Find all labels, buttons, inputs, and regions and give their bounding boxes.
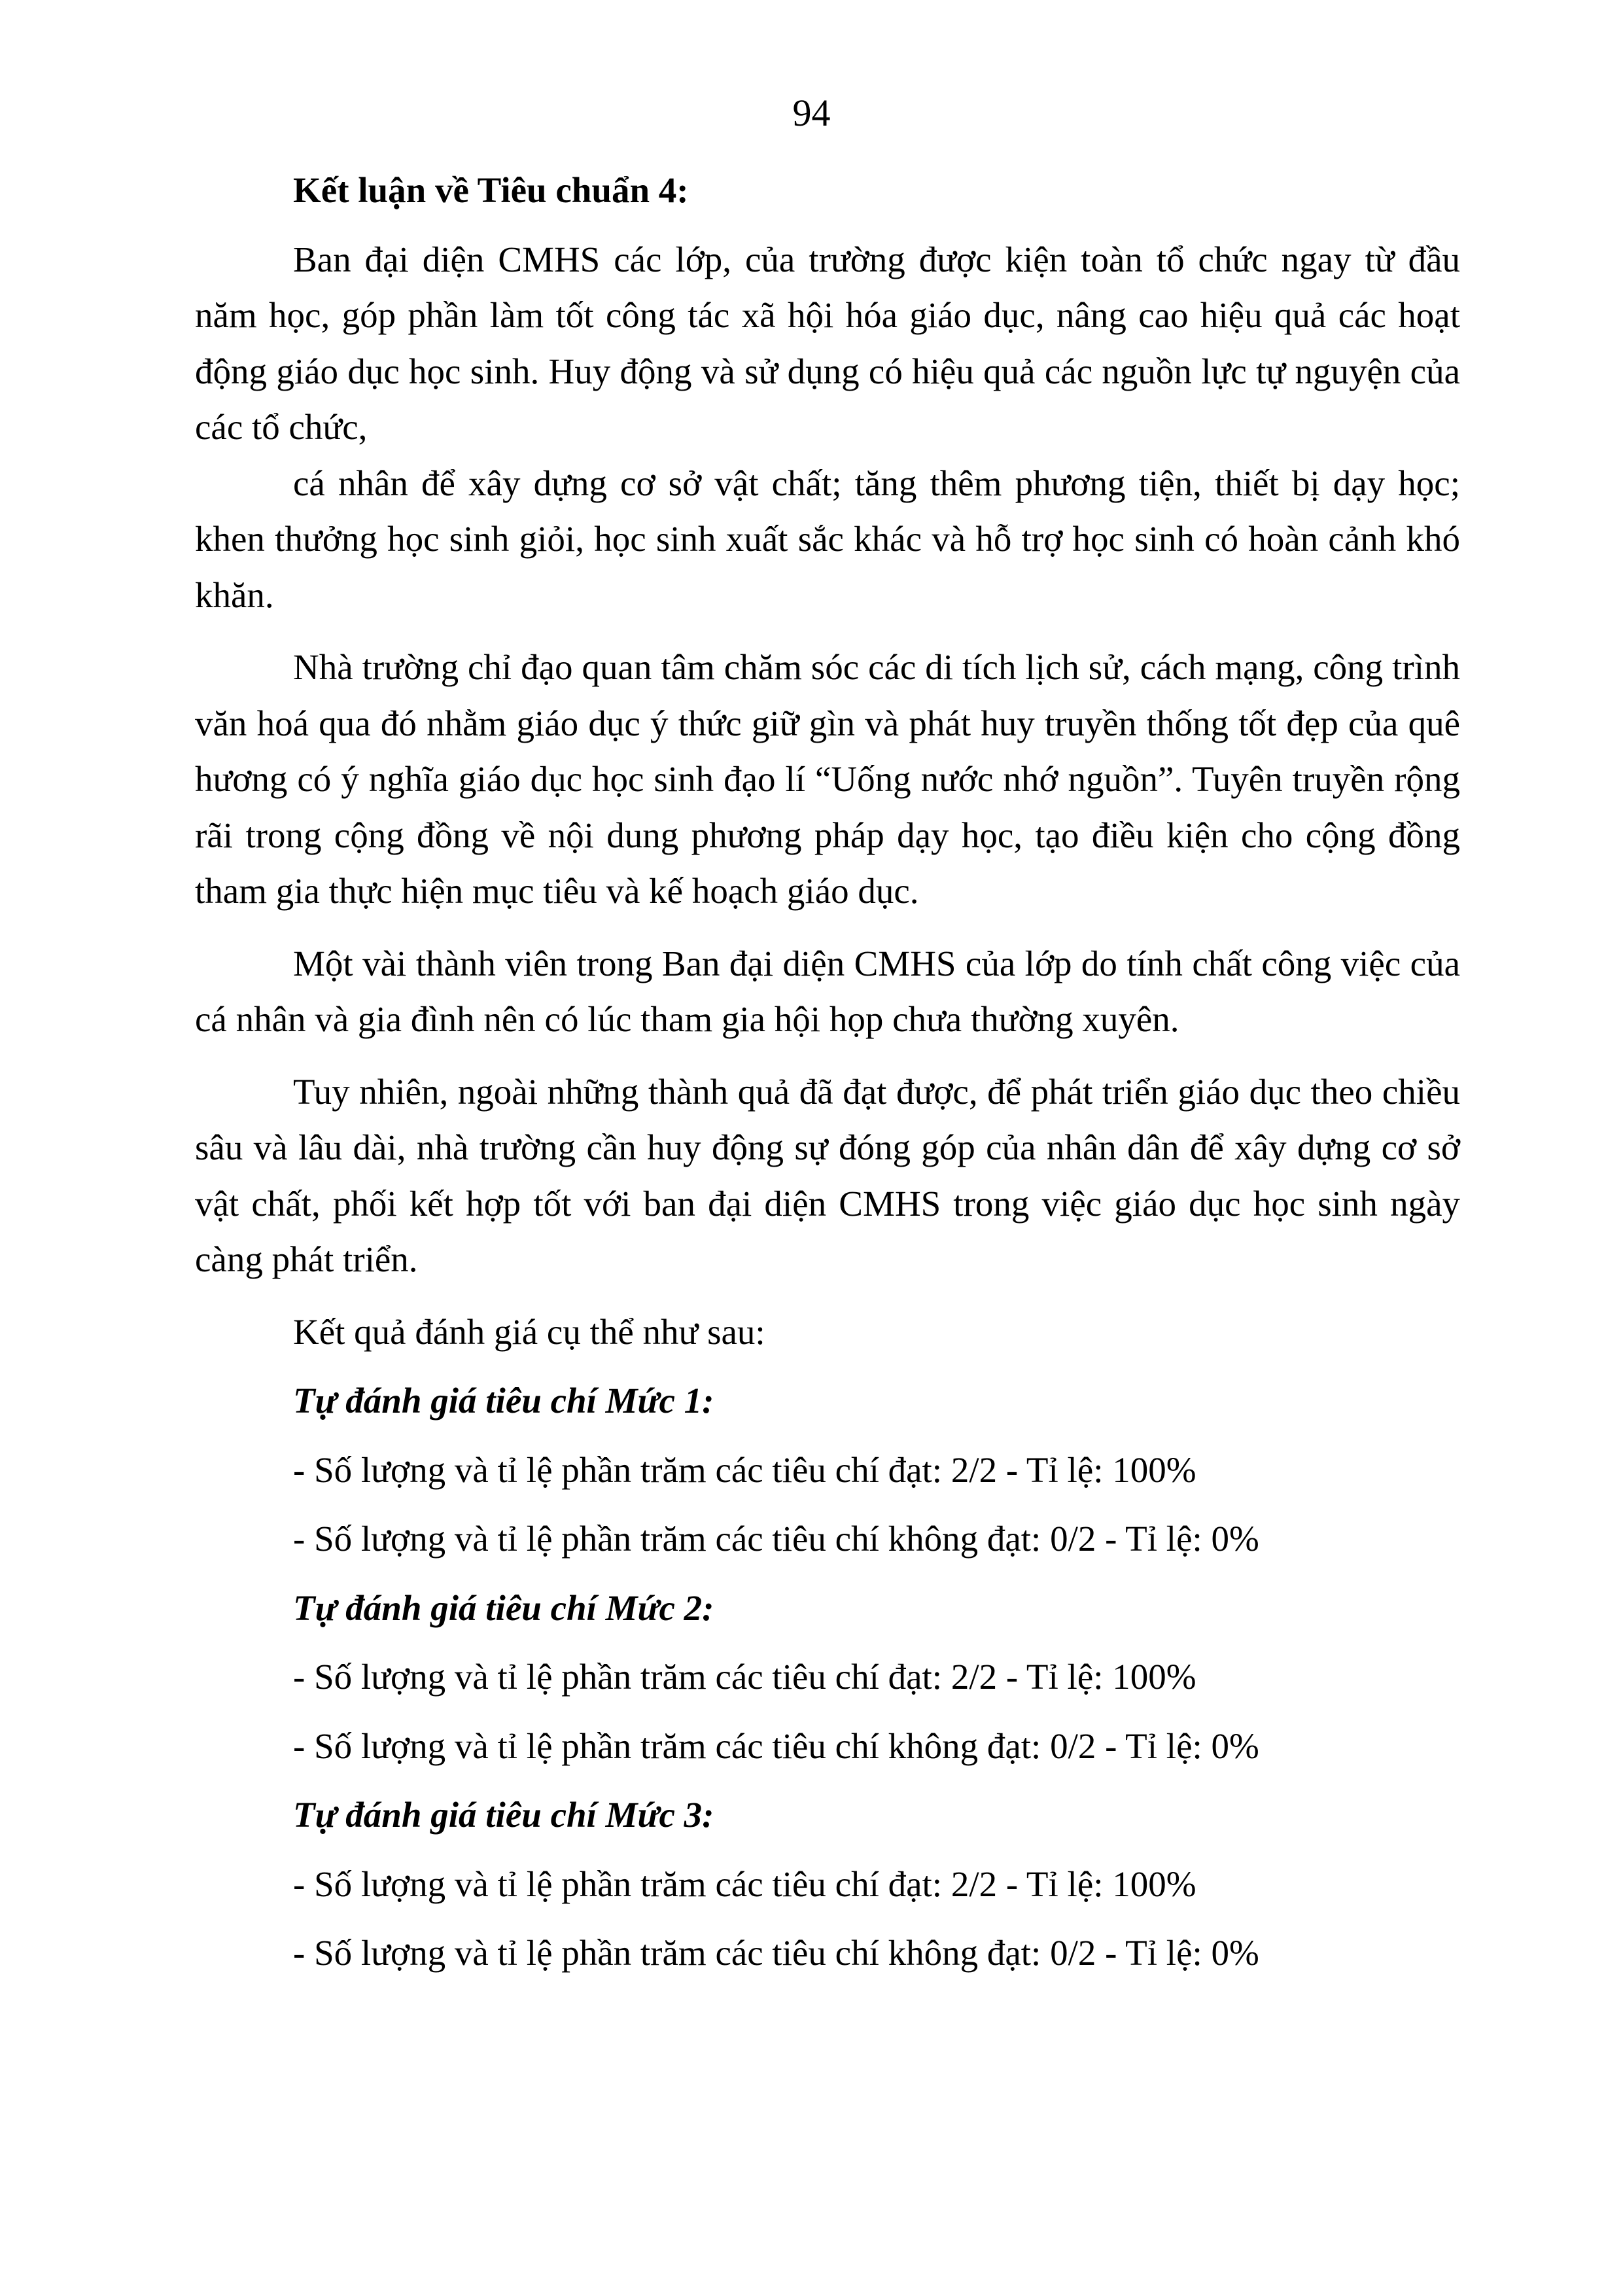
level-fail-line: - Số lượng và tỉ lệ phần trăm các tiêu chí không đạt: 0/2 - Tỉ lệ: 0% (293, 1933, 1259, 1973)
level-block-1 (195, 1373, 1460, 1567)
level-title: Tự đánh giá tiêu chí Mức 3: (293, 1795, 714, 1835)
paragraph-cmhs-organization: Ban đại diện CMHS các lớp, của trường được kiện toàn tổ chức ngay từ đầu năm học, góp phần làm tốt công tác xã hội hóa giáo dục, nâng cao hiệu quả các hoạt động giáo dục học sinh. Huy động và sử dụng có hiệu quả các nguồn lực tự nguyện của các tổ chức, (195, 239, 1460, 447)
page-number: 94 (792, 92, 831, 134)
level-pass-line: - Số lượng và tỉ lệ phần trăm các tiêu chí đạt: 2/2 - Tỉ lệ: 100% (293, 1863, 1196, 1904)
paragraph-heritage: Nhà trường chỉ đạo quan tâm chăm sóc các di tích lịch sử, cách mạng, công trình văn hoá qua đó nhằm giáo dục ý thức giữ gìn và phát huy truyền thống tốt đẹp của quê hương có ý nghĩa giáo dục học sinh đạo lí “Uống nước nhớ nguồn”. Tuyên truyền rộng rãi trong cộng đồng về nội dung phương pháp dạy học, tạo điều kiện cho cộng đồng tham gia thực hiện mục tiêu và kế hoạch giáo dục. (195, 647, 1460, 911)
level-fail-line: - Số lượng và tỉ lệ phần trăm các tiêu chí không đạt: 0/2 - Tỉ lệ: 0% (293, 1725, 1259, 1766)
paragraph-limitations: Một vài thành viên trong Ban đại diện CMHS của lớp do tính chất công việc của cá nhân và gia đình nên có lúc tham gia hội họp chưa thường xuyên. (195, 943, 1460, 1039)
document-body (195, 162, 1460, 1994)
level-title: Tự đánh giá tiêu chí Mức 1: (293, 1381, 714, 1421)
level-block-3 (195, 1787, 1460, 1981)
level-pass-line: - Số lượng và tỉ lệ phần trăm các tiêu chí đạt: 2/2 - Tỉ lệ: 100% (293, 1657, 1196, 1697)
level-fail-line: - Số lượng và tỉ lệ phần trăm các tiêu chí không đạt: 0/2 - Tỉ lệ: 0% (293, 1519, 1259, 1559)
level-title: Tự đánh giá tiêu chí Mức 2: (293, 1587, 714, 1628)
paragraph-resources: cá nhân để xây dựng cơ sở vật chất; tăng thêm phương tiện, thiết bị dạy học; khen thưởng học sinh giỏi, học sinh xuất sắc khác và hỗ trợ học sinh có hoàn cảnh khó khăn. (195, 463, 1460, 615)
paragraph-improvements: Tuy nhiên, ngoài những thành quả đã đạt được, để phát triển giáo dục theo chiều sâu và lâu dài, nhà trường cần huy động sự đóng góp của nhân dân để xây dựng cơ sở vật chất, phối kết hợp tốt với ban đại diện CMHS trong việc giáo dục học sinh ngày càng phát triển. (195, 1071, 1460, 1279)
level-block-2 (195, 1580, 1460, 1775)
summary-intro: Kết quả đánh giá cụ thể như sau: (293, 1311, 765, 1352)
level-pass-line: - Số lượng và tỉ lệ phần trăm các tiêu chí đạt: 2/2 - Tỉ lệ: 100% (293, 1449, 1196, 1490)
section-heading: Kết luận về Tiêu chuẩn 4: (293, 170, 689, 210)
